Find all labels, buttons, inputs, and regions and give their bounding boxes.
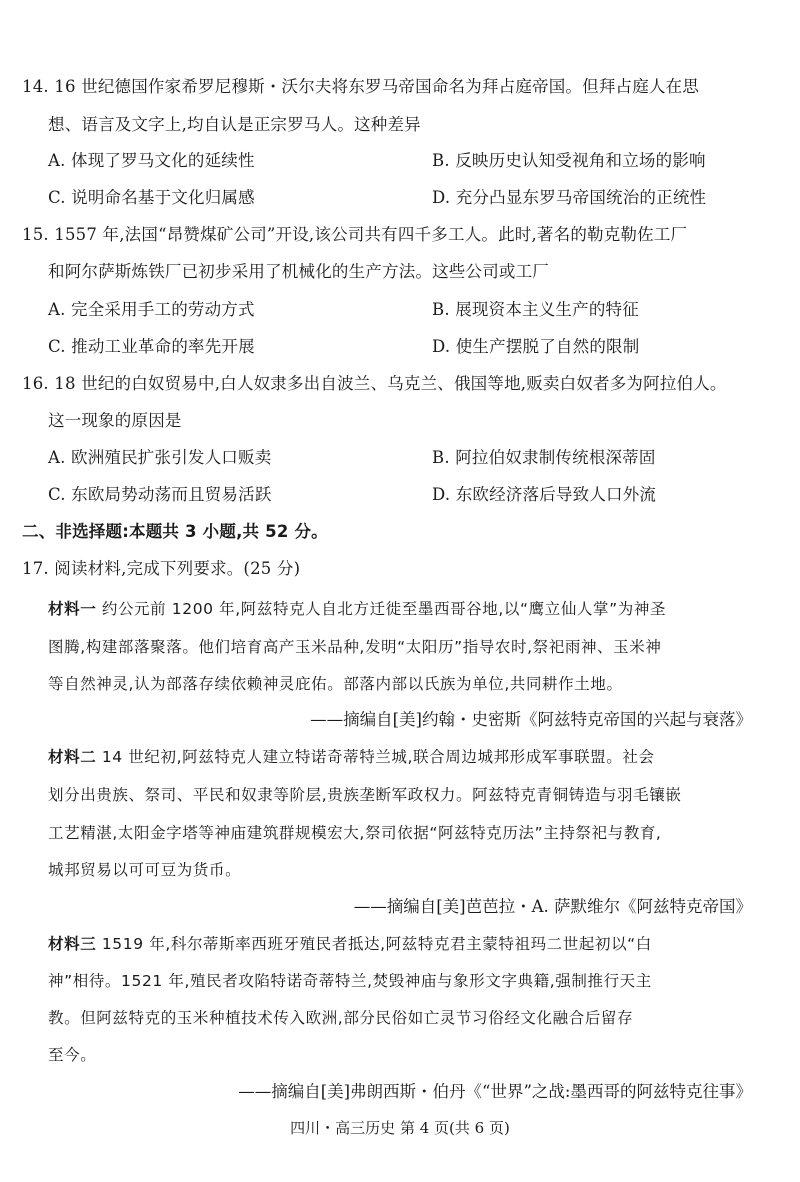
material-3-line-4: 至今。	[48, 1046, 97, 1064]
q17-stem: 17. 阅读材料,完成下列要求。(25 分)	[22, 559, 301, 578]
material-1-text-1: 约公元前 1200 年,阿兹特克人自北方迁徙至墨西哥谷地,以“鹰立仙人掌”为神圣	[96, 600, 667, 618]
material-1-line-2: 图腾,构建部落聚落。他们培育高产玉米品种,发明“太阳历”指导农时,祭祀雨神、玉米神	[48, 638, 662, 656]
q15-option-d: D. 使生产摆脱了自然的限制	[432, 337, 640, 356]
q14-option-a: A. 体现了罗马文化的延续性	[48, 151, 255, 170]
material-3-line-3: 教。但阿兹特克的玉米种植技术传入欧洲,部分民俗如亡灵节习俗经文化融合后留存	[48, 1009, 634, 1027]
q14-stem-line-2: 想、语言及文字上,均自认是正宗罗马人。这种差异	[48, 115, 421, 134]
material-3-text-1: 1519 年,科尔蒂斯率西班牙殖民者抵达,阿兹特克君主蒙特祖玛二世起初以“白	[96, 935, 652, 953]
material-2-text-1: 14 世纪初,阿兹特克人建立特诺奇蒂特兰城,联合周边城邦形成军事联盟。社会	[96, 748, 655, 766]
q16-option-b: B. 阿拉伯奴隶制传统根深蒂固	[432, 448, 656, 467]
material-1-source: ——摘编自[美]约翰・史密斯《阿兹特克帝国的兴起与衰落》	[310, 710, 752, 729]
material-2-line-4: 城邦贸易以可可豆为货币。	[48, 861, 242, 879]
q15-option-a: A. 完全采用手工的劳动方式	[48, 300, 255, 319]
section-2-heading: 二、非选择题:本题共 3 小题,共 52 分。	[22, 522, 328, 541]
q15-option-c: C. 推动工业革命的率先开展	[48, 337, 255, 356]
material-3-source: ——摘编自[美]弗朗西斯・伯丹《“世界”之战:墨西哥的阿兹特克往事》	[238, 1082, 752, 1101]
material-2-line-1	[48, 746, 655, 768]
q16-option-c: C. 东欧局势动荡而且贸易活跃	[48, 485, 272, 504]
q16-stem-line-1: 16. 18 世纪的白奴贸易中,白人奴隶多出自波兰、乌克兰、俄国等地,贩卖白奴者多为阿拉伯人。	[22, 374, 727, 393]
q15-stem-line-1: 15. 1557 年,法国“昂赞煤矿公司”开设,该公司共有四千多工人。此时,著名的勒克勒佐工厂	[22, 225, 688, 244]
q14-option-c: C. 说明命名基于文化归属感	[48, 188, 255, 207]
material-2-line-3: 工艺精湛,太阳金字塔等神庙建筑群规模宏大,祭司依据“阿兹特克历法”主持祭祀与教育,	[48, 824, 662, 842]
q16-option-a: A. 欧洲殖民扩张引发人口贩卖	[48, 448, 272, 467]
material-1-line-1	[48, 598, 666, 620]
material-2-label: 材料二	[48, 748, 97, 766]
material-3-line-2: 神”相待。1521 年,殖民者攻陷特诺奇蒂特兰,焚毁神庙与象形文字典籍,强制推行天主	[48, 972, 652, 990]
material-1-label: 材料一	[48, 600, 97, 618]
q14-option-d: D. 充分凸显东罗马帝国统治的正统性	[432, 188, 707, 207]
q15-stem-line-2: 和阿尔萨斯炼铁厂已初步采用了机械化的生产方法。这些公司或工厂	[48, 262, 549, 281]
material-3-label: 材料三	[48, 935, 97, 953]
q14-stem-line-1: 14. 16 世纪德国作家希罗尼穆斯・沃尔夫将东罗马帝国命名为拜占庭帝国。但拜占庭人在思	[22, 77, 700, 96]
page-footer: 四川・高三历史 第 4 页(共 6 页)	[290, 1119, 510, 1137]
material-2-line-2: 划分出贵族、祭司、平民和奴隶等阶层,贵族垄断军政权力。阿兹特克青铜铸造与羽毛镶嵌	[48, 786, 682, 804]
q16-stem-line-2: 这一现象的原因是	[48, 411, 182, 430]
material-3-line-1	[48, 933, 652, 955]
material-2-source: ——摘编自[美]芭芭拉・A. 萨默维尔《阿兹特克帝国》	[353, 897, 752, 916]
material-1-line-3: 等自然神灵,认为部落存续依赖神灵庇佑。部落内部以氏族为单位,共同耕作土地。	[48, 675, 623, 693]
q14-option-b: B. 反映历史认知受视角和立场的影响	[432, 151, 706, 170]
q16-option-d: D. 东欧经济落后导致人口外流	[432, 485, 657, 504]
q15-option-b: B. 展现资本主义生产的特征	[432, 300, 639, 319]
